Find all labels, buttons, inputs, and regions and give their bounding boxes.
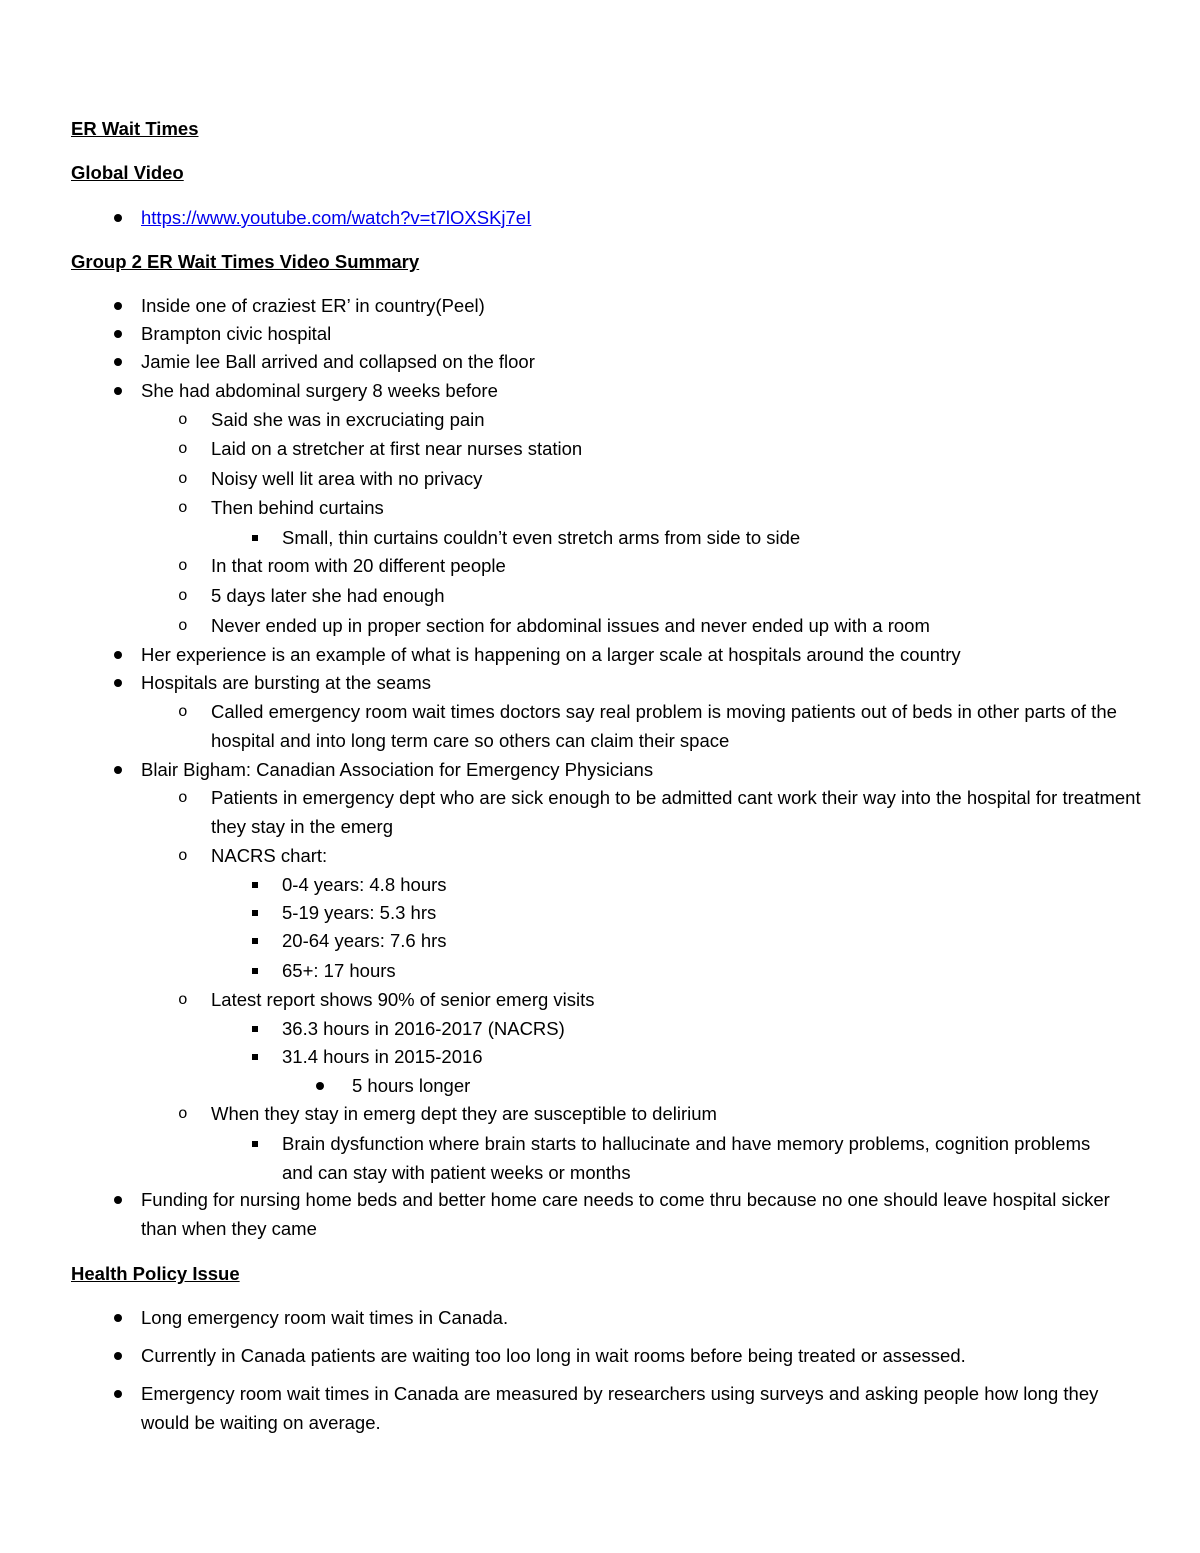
bullet-square-icon bbox=[252, 535, 258, 541]
list-item-text: Said she was in excruciating pain bbox=[211, 409, 485, 430]
list-item bbox=[0, 842, 1200, 870]
list-item-text: Called emergency room wait times doctors say real problem is moving patients out of beds in other parts of the hospital and into long term care so others can claim their space bbox=[211, 701, 1117, 751]
list-item-text: Small, thin curtains couldn’t even stretch arms from side to side bbox=[282, 527, 801, 548]
list-item-text: Blair Bigham: Canadian Association for Emergency Physicians bbox=[141, 759, 654, 780]
list-item-text: Funding for nursing home beds and better home care needs to come thru because no one should leave hospital sicker than when they came bbox=[141, 1189, 1110, 1239]
bullet-square-icon bbox=[252, 1026, 258, 1032]
list-item bbox=[0, 1186, 1200, 1243]
list-item bbox=[0, 612, 1200, 640]
bullet-square-icon bbox=[252, 938, 258, 944]
bullet-disc-icon bbox=[114, 1390, 122, 1398]
list-item-text: Patients in emergency dept who are sick enough to be admitted cant work their way into the hospital for treatment they stay in the emerg bbox=[211, 787, 1141, 837]
list-item bbox=[0, 1015, 1200, 1043]
bullet-circle-icon: o bbox=[178, 1105, 188, 1123]
policy-heading: Health Policy Issue bbox=[71, 1263, 240, 1284]
list-item bbox=[0, 1304, 1200, 1332]
list-item-text: 0-4 years: 4.8 hours bbox=[282, 874, 447, 895]
list-item bbox=[0, 204, 1200, 232]
bullet-circle-icon: o bbox=[178, 470, 188, 488]
list-item bbox=[0, 582, 1200, 610]
bullet-disc-icon bbox=[114, 1352, 122, 1360]
list-item-text: NACRS chart: bbox=[211, 845, 328, 866]
list-item-text: Currently in Canada patients are waiting too loo long in wait rooms before being treated or assessed. bbox=[141, 1345, 966, 1366]
list-item bbox=[0, 1100, 1200, 1128]
list-item-text: 31.4 hours in 2015-2016 bbox=[282, 1046, 483, 1067]
list-item bbox=[0, 435, 1200, 463]
bullet-disc-icon bbox=[114, 330, 122, 338]
list-item bbox=[0, 957, 1200, 985]
list-item-text: Brampton civic hospital bbox=[141, 323, 332, 344]
list-item bbox=[0, 986, 1200, 1014]
list-item bbox=[0, 1072, 1200, 1100]
bullet-disc-icon bbox=[114, 302, 122, 310]
list-item bbox=[0, 1043, 1200, 1071]
list-item bbox=[0, 927, 1200, 955]
list-item bbox=[0, 524, 1200, 552]
bullet-disc-icon bbox=[114, 214, 122, 222]
list-item-text: 5 days later she had enough bbox=[211, 585, 445, 606]
list-item-text: Her experience is an example of what is happening on a larger scale at hospitals around the country bbox=[141, 644, 961, 665]
bullet-circle-icon: o bbox=[178, 991, 188, 1009]
bullet-disc-icon bbox=[114, 1314, 122, 1322]
list-item-text: 20-64 years: 7.6 hrs bbox=[282, 930, 447, 951]
list-item bbox=[0, 406, 1200, 434]
list-item-text: When they stay in emerg dept they are susceptible to delirium bbox=[211, 1103, 717, 1124]
bullet-disc-icon bbox=[316, 1082, 324, 1090]
list-item bbox=[0, 1130, 1200, 1187]
list-item bbox=[0, 871, 1200, 899]
bullet-circle-icon: o bbox=[178, 789, 188, 807]
list-item-text: 36.3 hours in 2016-2017 (NACRS) bbox=[282, 1018, 565, 1039]
bullet-circle-icon: o bbox=[178, 440, 188, 458]
bullet-disc-icon bbox=[114, 766, 122, 774]
bullet-circle-icon: o bbox=[178, 557, 188, 575]
list-item bbox=[0, 1342, 1200, 1370]
summary-heading: Group 2 ER Wait Times Video Summary bbox=[71, 251, 420, 272]
list-item-text: Latest report shows 90% of senior emerg visits bbox=[211, 989, 595, 1010]
bullet-square-icon bbox=[252, 882, 258, 888]
list-item-text: 65+: 17 hours bbox=[282, 960, 396, 981]
bullet-disc-icon bbox=[114, 387, 122, 395]
list-item-text: Inside one of craziest ER’ in country(Peel) bbox=[141, 295, 485, 316]
document-title: ER Wait Times bbox=[71, 118, 199, 139]
list-item bbox=[0, 465, 1200, 493]
list-item-text: Long emergency room wait times in Canada. bbox=[141, 1307, 509, 1328]
list-item-text: Hospitals are bursting at the seams bbox=[141, 672, 431, 693]
list-item bbox=[0, 320, 1200, 348]
bullet-disc-icon bbox=[114, 679, 122, 687]
list-item bbox=[0, 784, 1200, 841]
bullet-circle-icon: o bbox=[178, 617, 188, 635]
bullet-circle-icon: o bbox=[178, 847, 188, 865]
bullet-square-icon bbox=[252, 1054, 258, 1060]
global-video-heading: Global Video bbox=[71, 162, 184, 183]
list-item bbox=[0, 494, 1200, 522]
list-item bbox=[0, 292, 1200, 320]
list-item-text: Never ended up in proper section for abdominal issues and never ended up with a room bbox=[211, 615, 930, 636]
bullet-square-icon bbox=[252, 910, 258, 916]
bullet-circle-icon: o bbox=[178, 499, 188, 517]
list-item bbox=[0, 348, 1200, 376]
list-item-text: Laid on a stretcher at first near nurses station bbox=[211, 438, 583, 459]
list-item-text: Then behind curtains bbox=[211, 497, 384, 518]
list-item bbox=[0, 377, 1200, 405]
list-item bbox=[0, 641, 1200, 669]
youtube-video-link[interactable]: https://www.youtube.com/watch?v=t7lOXSKj7eI bbox=[141, 207, 532, 228]
bullet-circle-icon: o bbox=[178, 587, 188, 605]
list-item-text: Noisy well lit area with no privacy bbox=[211, 468, 483, 489]
list-item-text: Jamie lee Ball arrived and collapsed on the floor bbox=[141, 351, 535, 372]
list-item bbox=[0, 1380, 1200, 1437]
list-item bbox=[0, 698, 1200, 755]
list-item bbox=[0, 669, 1200, 697]
list-item-text: Brain dysfunction where brain starts to hallucinate and have memory problems, cognition problems and can stay with patient weeks or months bbox=[282, 1133, 1091, 1183]
list-item bbox=[0, 899, 1200, 927]
list-item bbox=[0, 552, 1200, 580]
list-item-text: 5 hours longer bbox=[352, 1075, 471, 1096]
list-item-text: In that room with 20 different people bbox=[211, 555, 506, 576]
list-item-text: She had abdominal surgery 8 weeks before bbox=[141, 380, 498, 401]
bullet-square-icon bbox=[252, 968, 258, 974]
list-item-text: 5-19 years: 5.3 hrs bbox=[282, 902, 437, 923]
bullet-disc-icon bbox=[114, 651, 122, 659]
bullet-circle-icon: o bbox=[178, 411, 188, 429]
bullet-disc-icon bbox=[114, 1196, 122, 1204]
list-item bbox=[0, 756, 1200, 784]
bullet-disc-icon bbox=[114, 358, 122, 366]
bullet-circle-icon: o bbox=[178, 703, 188, 721]
list-item-text: Emergency room wait times in Canada are measured by researchers using surveys and asking people how long they would be waiting on average. bbox=[141, 1383, 1099, 1433]
bullet-square-icon bbox=[252, 1141, 258, 1147]
